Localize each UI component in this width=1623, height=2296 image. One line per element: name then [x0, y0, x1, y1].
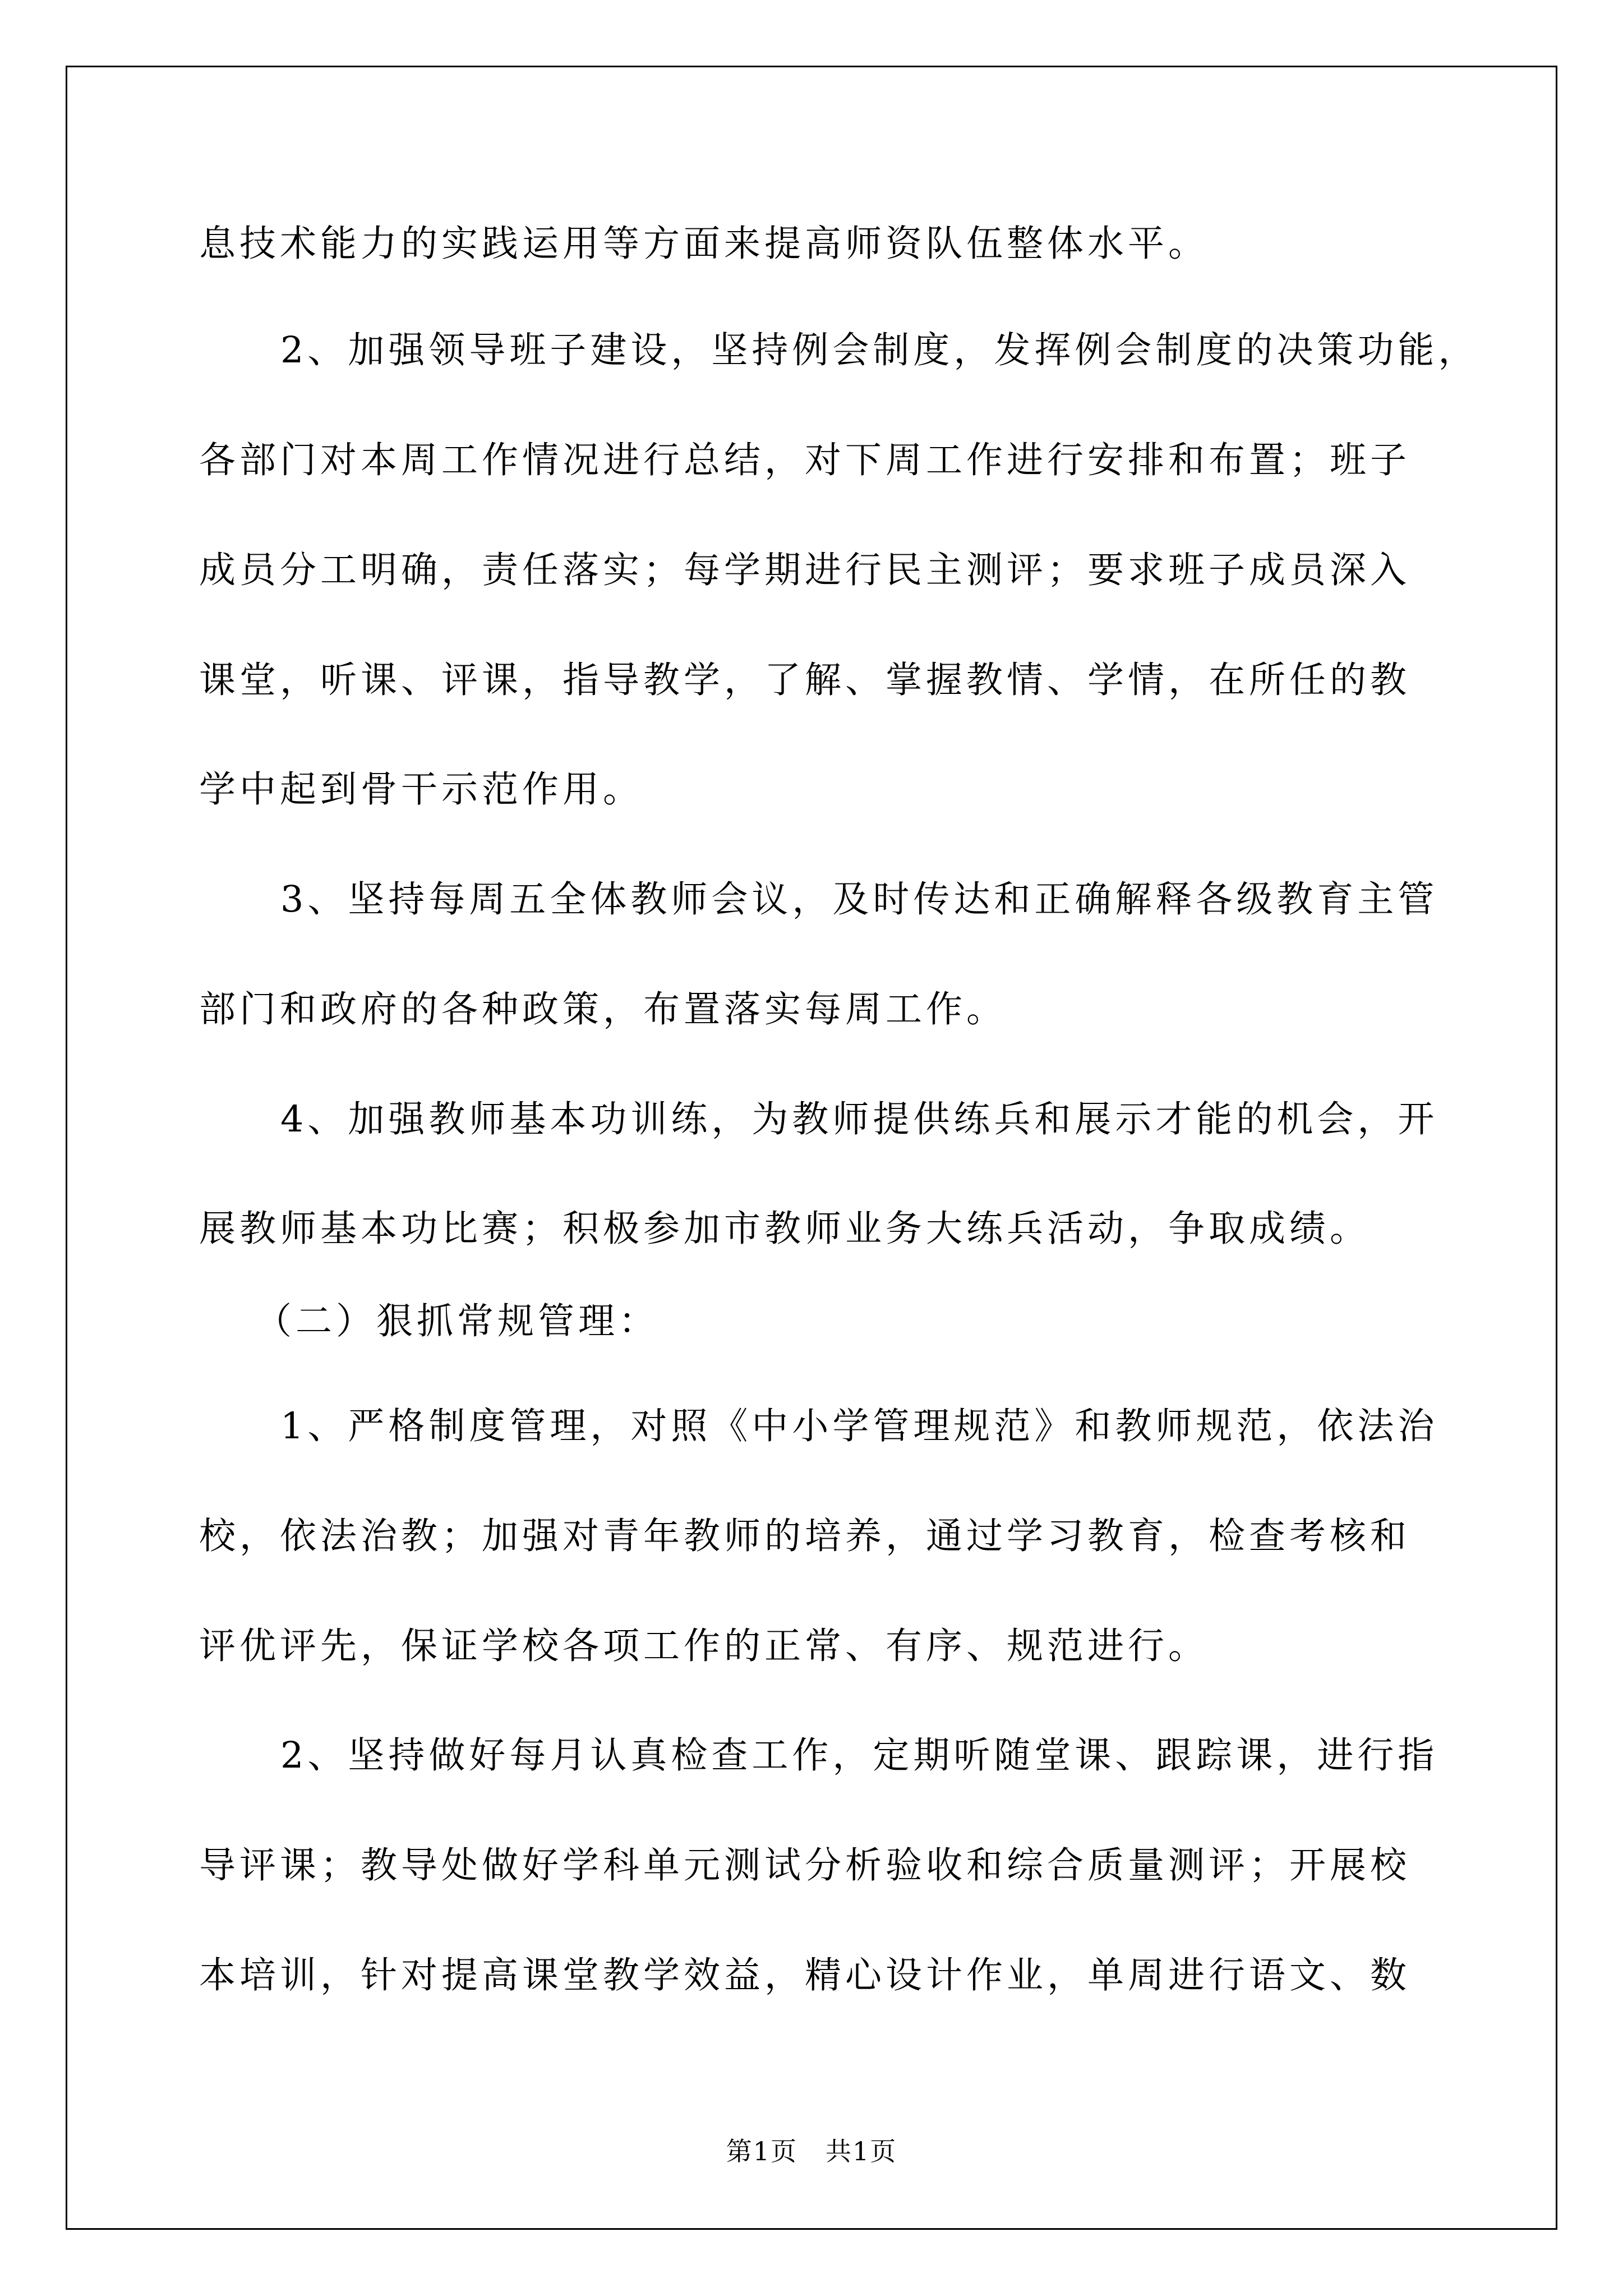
body-text-line: 学中起到骨干示范作用。 — [199, 769, 644, 811]
body-text-line: 息技术能力的实践运用等方面来提高师资队伍整体水平。 — [199, 223, 1209, 265]
page-total: 共1页 — [826, 2136, 897, 2166]
paragraph-line: 1、严格制度管理，对照《中小学管理规范》和教师规范，依法治 — [280, 1405, 1438, 1447]
body-text-line: 展教师基本功比赛；积极参加市教师业务大练兵活动，争取成绩。 — [199, 1208, 1371, 1250]
body-text-line: 本培训，针对提高课堂教学效益，精心设计作业，单周进行语文、数 — [199, 1954, 1411, 1996]
page-border — [66, 66, 1557, 2230]
paragraph-line: 2、坚持做好每月认真检查工作，定期听随堂课、跟踪课，进行指 — [280, 1734, 1438, 1777]
page-number: 第1页 — [726, 2136, 797, 2166]
paragraph-line: 3、坚持每周五全体教师会议，及时传达和正确解释各级教育主管 — [280, 878, 1438, 921]
body-text-line: 成员分工明确，责任落实；每学期进行民主测评；要求班子成员深入 — [199, 549, 1411, 591]
paragraph-line: 2、加强领导班子建设，坚持例会制度，发挥例会制度的决策功能， — [280, 329, 1479, 371]
body-text-line: 导评课；教导处做好学科单元测试分析验收和综合质量测评；开展校 — [199, 1844, 1411, 1887]
body-text-line: 课堂，听课、评课，指导教学，了解、掌握教情、学情，在所任的教 — [199, 659, 1411, 701]
section-heading: （二）狠抓常规管理： — [255, 1300, 660, 1342]
body-text-line: 评优评先，保证学校各项工作的正常、有序、规范进行。 — [199, 1625, 1209, 1667]
body-text-line: 部门和政府的各种政策，布置落实每周工作。 — [199, 988, 1007, 1030]
body-text-line: 校，依法治教；加强对青年教师的培养，通过学习教育，检查考核和 — [199, 1515, 1411, 1557]
body-text-line: 各部门对本周工作情况进行总结，对下周工作进行安排和布置；班子 — [199, 439, 1411, 481]
paragraph-line: 4、加强教师基本功训练，为教师提供练兵和展示才能的机会，开 — [280, 1098, 1438, 1140]
page-footer — [0, 2138, 1623, 2164]
